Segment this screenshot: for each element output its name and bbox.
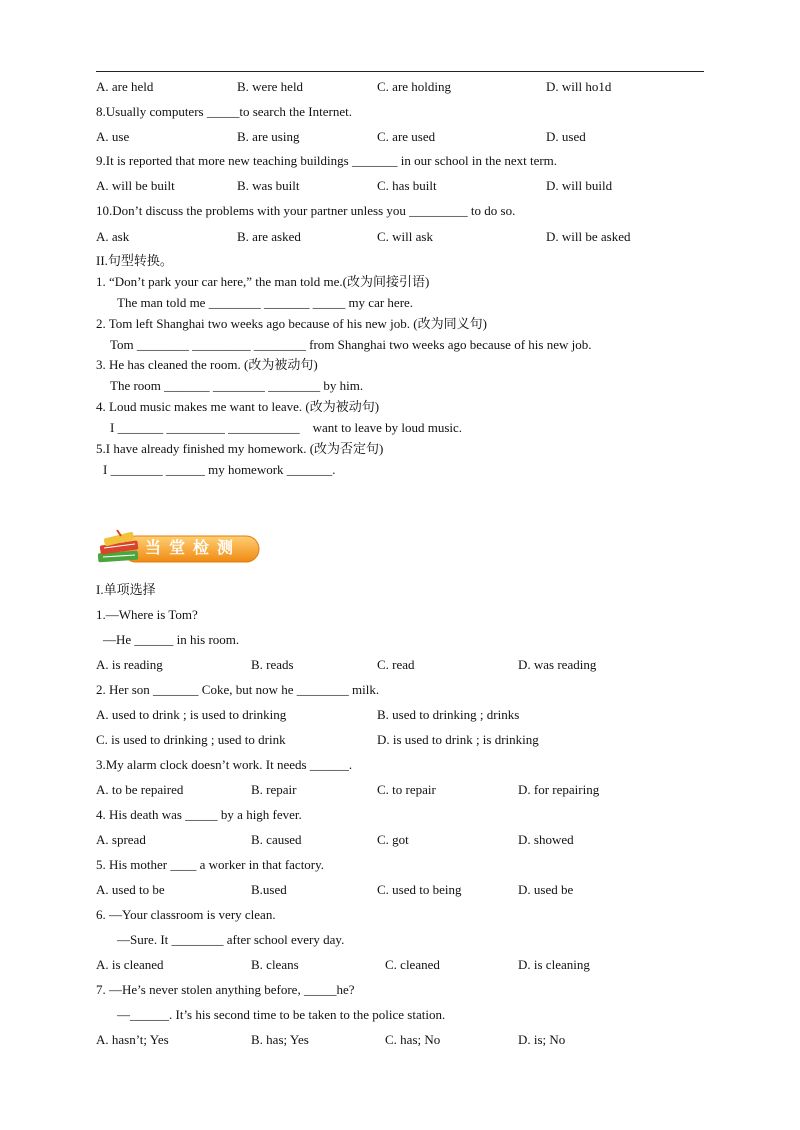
- mc6-option-a: A. is cleaned: [96, 957, 164, 972]
- mc-question-4: 4. His death was _____ by a high fever.: [96, 807, 302, 822]
- q8-option-a: A. use: [96, 129, 130, 144]
- mc1-option-a: A. is reading: [96, 657, 163, 672]
- transform-question-1: 1. “Don’t park your car here,” the man told me.(改为间接引语): [96, 274, 430, 289]
- mc6-option-c: C. cleaned: [385, 957, 440, 972]
- mc3-option-a: A. to be repaired: [96, 782, 184, 797]
- header-rule: [96, 71, 704, 72]
- mc-question-1-line-1: 1.—Where is Tom?: [96, 607, 198, 622]
- mc7-option-c: C. has; No: [385, 1032, 441, 1047]
- mc4-option-a: A. spread: [96, 832, 146, 847]
- q7-option-c: C. are holding: [377, 79, 452, 94]
- transform-answer-4: I _______ _________ ___________ want to leave by loud music.: [110, 420, 463, 435]
- mc2-option-a: A. used to drink ; is used to drinking: [96, 707, 287, 722]
- q10-option-d: D. will be asked: [546, 229, 631, 244]
- mc-question-5: 5. His mother ____ a worker in that factory.: [96, 857, 325, 872]
- mc4-option-b: B. caused: [251, 832, 302, 847]
- q8-option-d: D. used: [546, 129, 586, 144]
- section-2-heading: II.句型转换。: [96, 253, 173, 268]
- mc1-option-d: D. was reading: [518, 657, 597, 672]
- question-9: 9.It is reported that more new teaching buildings _______ in our school in the next term.: [96, 153, 558, 168]
- transform-answer-5: I ________ ______ my homework _______.: [103, 462, 336, 477]
- section-banner: [95, 528, 265, 568]
- mc4-option-c: C. got: [377, 832, 409, 847]
- mc3-option-b: B. repair: [251, 782, 297, 797]
- q10-option-c: C. will ask: [377, 229, 433, 244]
- mc-question-7-line-1: 7. —He’s never stolen anything before, _____he?: [96, 982, 355, 997]
- transform-question-3: 3. He has cleaned the room. (改为被动句): [96, 357, 318, 372]
- q8-option-c: C. are used: [377, 129, 436, 144]
- transform-answer-2: Tom ________ _________ ________ from Shanghai two weeks ago because of his new job.: [110, 337, 592, 352]
- mc4-option-d: D. showed: [518, 832, 574, 847]
- q7-option-d: D. will ho1d: [546, 79, 612, 94]
- q7-option-a: A. are held: [96, 79, 154, 94]
- mc3-option-d: D. for repairing: [518, 782, 600, 797]
- question-10: 10.Don’t discuss the problems with your partner unless you _________ to do so.: [96, 203, 516, 218]
- q9-option-b: B. was built: [237, 178, 300, 193]
- mc-question-7-line-2: —______. It’s his second time to be taken to the police station.: [117, 1007, 446, 1022]
- mc-question-2: 2. Her son _______ Coke, but now he ________ milk.: [96, 682, 380, 697]
- q10-option-a: A. ask: [96, 229, 130, 244]
- q9-option-d: D. will build: [546, 178, 613, 193]
- banner-title: 当堂检测: [145, 538, 242, 557]
- mc-question-1-line-2: —He ______ in his room.: [103, 632, 240, 647]
- q9-option-c: C. has built: [377, 178, 437, 193]
- mc3-option-c: C. to repair: [377, 782, 436, 797]
- mc1-option-c: C. read: [377, 657, 415, 672]
- mc2-option-b: B. used to drinking ; drinks: [377, 707, 520, 722]
- section-1-heading: I.单项选择: [96, 582, 156, 597]
- q9-option-a: A. will be built: [96, 178, 175, 193]
- q7-option-b: B. were held: [237, 79, 304, 94]
- mc2-option-d: D. is used to drink ; is drinking: [377, 732, 539, 747]
- transform-answer-3: The room _______ ________ ________ by him.: [110, 378, 364, 393]
- transform-question-5: 5.I have already finished my homework. (改为否定句): [96, 441, 384, 456]
- q8-option-b: B. are using: [237, 129, 300, 144]
- mc-question-6-line-2: —Sure. It ________ after school every day.: [117, 932, 345, 947]
- transform-question-2: 2. Tom left Shanghai two weeks ago because of his new job. (改为同义句): [96, 316, 487, 331]
- mc-question-6-line-1: 6. —Your classroom is very clean.: [96, 907, 276, 922]
- mc6-option-d: D. is cleaning: [518, 957, 590, 972]
- mc5-option-c: C. used to being: [377, 882, 462, 897]
- mc7-option-d: D. is; No: [518, 1032, 566, 1047]
- mc1-option-b: B. reads: [251, 657, 294, 672]
- mc6-option-b: B. cleans: [251, 957, 299, 972]
- question-8: 8.Usually computers _____to search the Internet.: [96, 104, 352, 119]
- transform-answer-1: The man told me ________ _______ _____ my car here.: [117, 295, 414, 310]
- mc5-option-b: B.used: [251, 882, 287, 897]
- mc5-option-d: D. used be: [518, 882, 574, 897]
- transform-question-4: 4. Loud music makes me want to leave. (改为被动句): [96, 399, 380, 414]
- mc2-option-c: C. is used to drinking ; used to drink: [96, 732, 286, 747]
- mc7-option-a: A. hasn’t; Yes: [96, 1032, 169, 1047]
- mc-question-3: 3.My alarm clock doesn’t work. It needs ______.: [96, 757, 353, 772]
- mc7-option-b: B. has; Yes: [251, 1032, 309, 1047]
- q10-option-b: B. are asked: [237, 229, 301, 244]
- mc5-option-a: A. used to be: [96, 882, 165, 897]
